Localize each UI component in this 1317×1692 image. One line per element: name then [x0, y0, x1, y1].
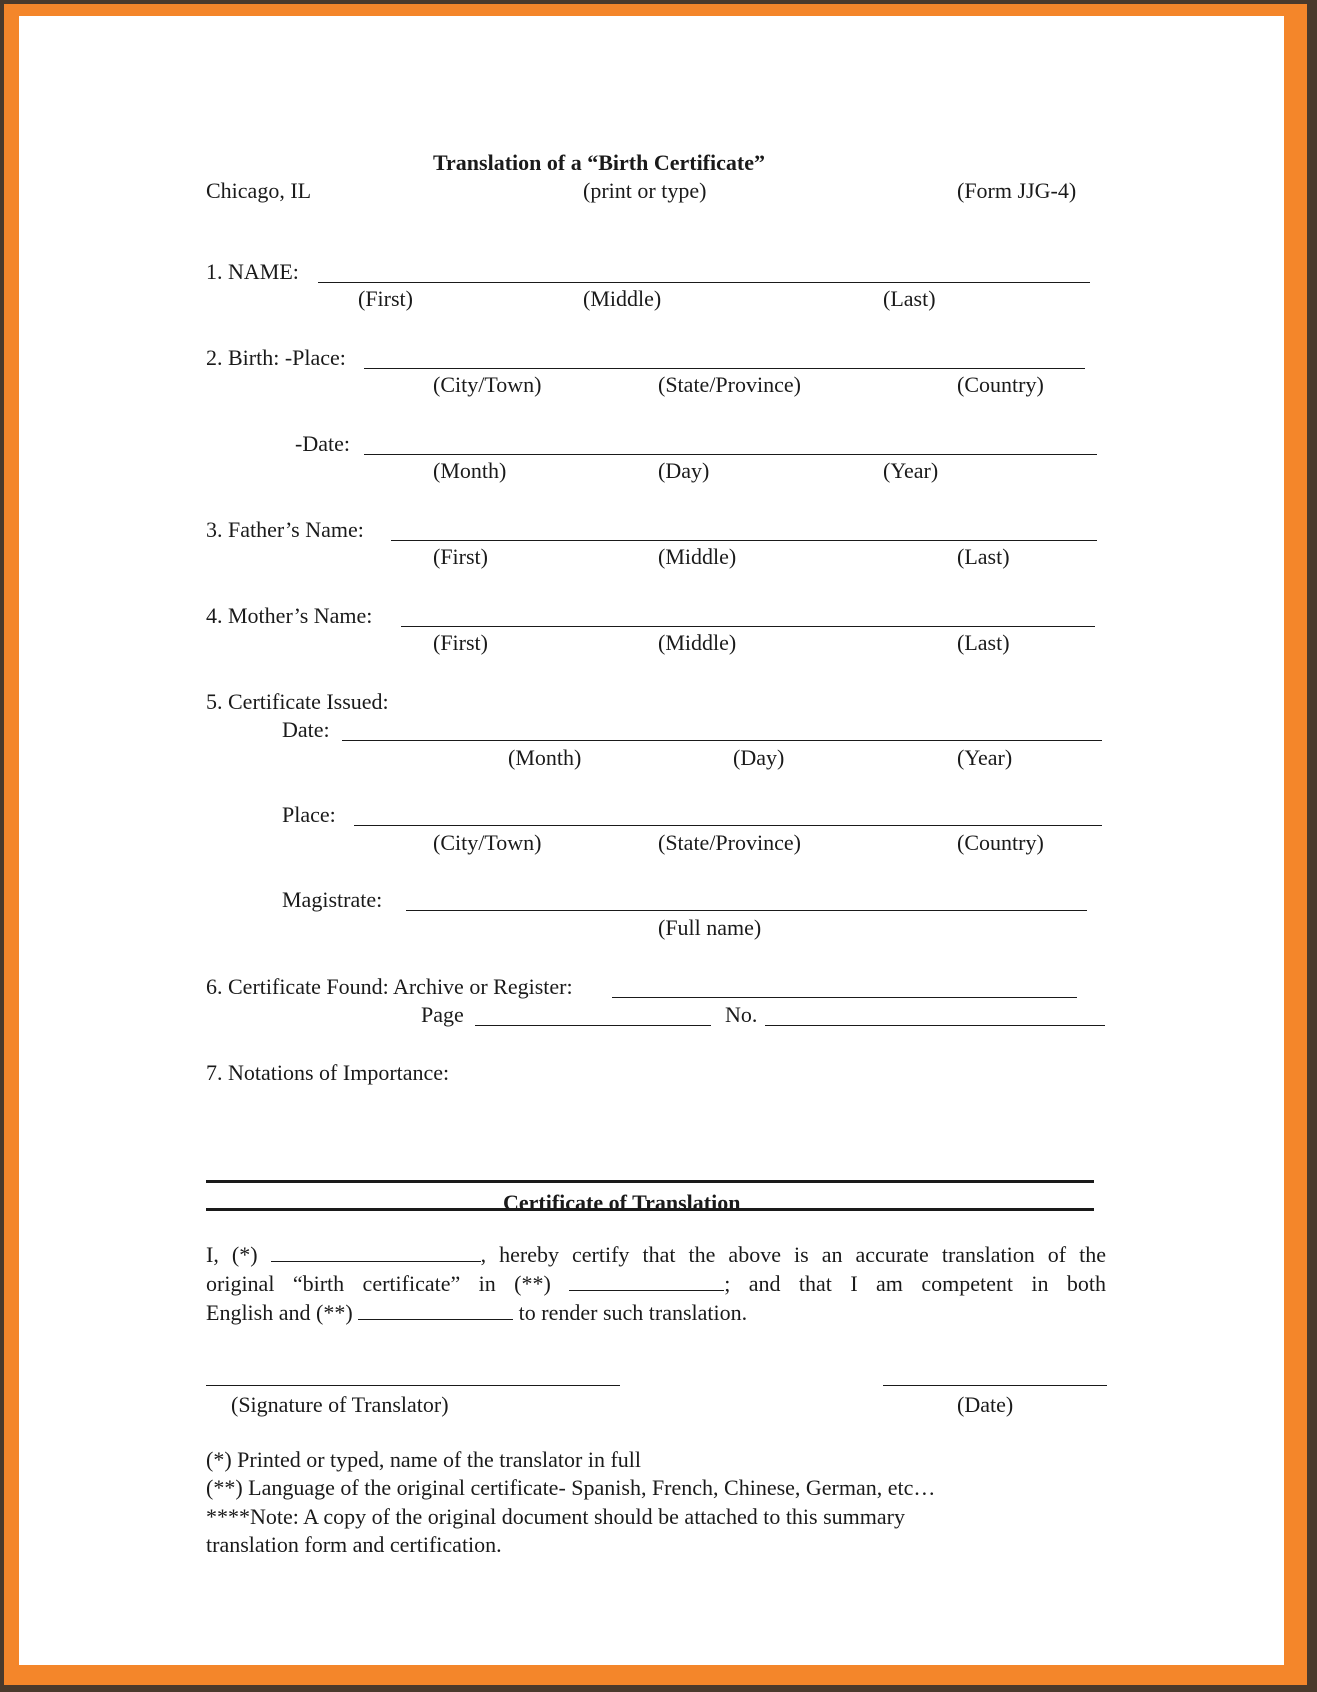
competent-language-blank[interactable] [358, 1301, 513, 1320]
name-last-caption: (Last) [883, 286, 936, 311]
birth-date-label: -Date: [295, 431, 350, 456]
magistrate-label: Magistrate: [282, 887, 383, 912]
birth-city-caption: (City/Town) [433, 372, 542, 397]
archive-input-line[interactable] [612, 997, 1077, 998]
note-line: translation form and certification. [206, 1532, 502, 1557]
cert-issued-label: 5. Certificate Issued: [206, 689, 389, 714]
issued-date-label: Date: [282, 717, 330, 742]
signature-line[interactable] [206, 1385, 620, 1386]
issued-year-caption: (Year) [957, 745, 1013, 770]
issued-city-caption: (City/Town) [433, 830, 542, 855]
magistrate-input-line[interactable] [406, 910, 1087, 911]
document-title: Translation of a “Birth Certificate” [433, 150, 765, 175]
no-label: No. [725, 1002, 758, 1027]
issued-country-caption: (Country) [957, 830, 1044, 855]
mother-middle-caption: (Middle) [658, 630, 737, 655]
father-last-caption: (Last) [957, 544, 1010, 569]
name-middle-caption: (Middle) [583, 286, 662, 311]
cert-text: English and (**) [206, 1300, 353, 1325]
name-first-caption: (First) [358, 286, 413, 311]
birth-date-input-line[interactable] [364, 454, 1097, 455]
certification-line-2 [206, 1269, 1106, 1298]
date-caption: (Date) [957, 1392, 1014, 1417]
mother-name-label: 4. Mother’s Name: [206, 603, 373, 628]
name-input-line[interactable] [318, 282, 1090, 283]
certification-paragraph [206, 1240, 1106, 1327]
cert-found-label: 6. Certificate Found: Archive or Register: [206, 974, 573, 999]
cert-text: ; and that I am competent in both [724, 1271, 1106, 1296]
birth-day-caption: (Day) [658, 458, 710, 483]
original-language-blank[interactable] [569, 1272, 724, 1291]
cert-text: , hereby certify that the above is an accurate translation of the [480, 1242, 1106, 1267]
birth-year-caption: (Year) [883, 458, 939, 483]
signature-caption: (Signature of Translator) [231, 1392, 449, 1417]
certification-line-1 [206, 1240, 1106, 1269]
issued-day-caption: (Day) [733, 745, 785, 770]
page-input-line[interactable] [475, 1025, 711, 1026]
document-page [19, 16, 1284, 1665]
cert-text: I, (*) [206, 1242, 258, 1267]
page-label: Page [421, 1002, 464, 1027]
section-divider-bottom [206, 1208, 1094, 1211]
cert-text: to render such translation. [518, 1300, 748, 1325]
father-first-caption: (First) [433, 544, 488, 569]
certification-line-3 [206, 1298, 1106, 1327]
birth-month-caption: (Month) [433, 458, 507, 483]
note-line: ****Note: A copy of the original document should be attached to this summary [206, 1504, 905, 1529]
note-line: (**) Language of the original certificate- Spanish, French, Chinese, German, etc… [206, 1475, 936, 1500]
issued-place-input-line[interactable] [354, 825, 1102, 826]
mother-first-caption: (First) [433, 630, 488, 655]
magistrate-caption: (Full name) [658, 915, 762, 940]
issued-month-caption: (Month) [508, 745, 582, 770]
birth-state-caption: (State/Province) [658, 372, 801, 397]
birth-place-label: 2. Birth: -Place: [206, 345, 346, 370]
location-text: Chicago, IL [206, 178, 312, 203]
issued-state-caption: (State/Province) [658, 830, 801, 855]
name-label: 1. NAME: [206, 259, 299, 284]
birth-country-caption: (Country) [957, 372, 1044, 397]
section-divider-top [206, 1180, 1094, 1183]
notations-label: 7. Notations of Importance: [206, 1060, 450, 1085]
translator-name-blank[interactable] [271, 1243, 481, 1262]
no-input-line[interactable] [765, 1025, 1105, 1026]
mother-last-caption: (Last) [957, 630, 1010, 655]
issued-date-input-line[interactable] [342, 740, 1102, 741]
form-id: (Form JJG-4) [957, 178, 1077, 203]
issued-place-label: Place: [282, 802, 336, 827]
father-name-label: 3. Father’s Name: [206, 517, 364, 542]
note-line: (*) Printed or typed, name of the translator in full [206, 1447, 641, 1472]
certificate-heading: Certificate of Translation [503, 1190, 741, 1215]
instruction-text: (print or type) [583, 178, 707, 203]
father-name-input-line[interactable] [391, 540, 1097, 541]
date-line[interactable] [883, 1385, 1107, 1386]
mother-name-input-line[interactable] [401, 626, 1095, 627]
father-middle-caption: (Middle) [658, 544, 737, 569]
cert-text: original “birth certificate” in (**) [206, 1271, 551, 1296]
birth-place-input-line[interactable] [364, 368, 1085, 369]
